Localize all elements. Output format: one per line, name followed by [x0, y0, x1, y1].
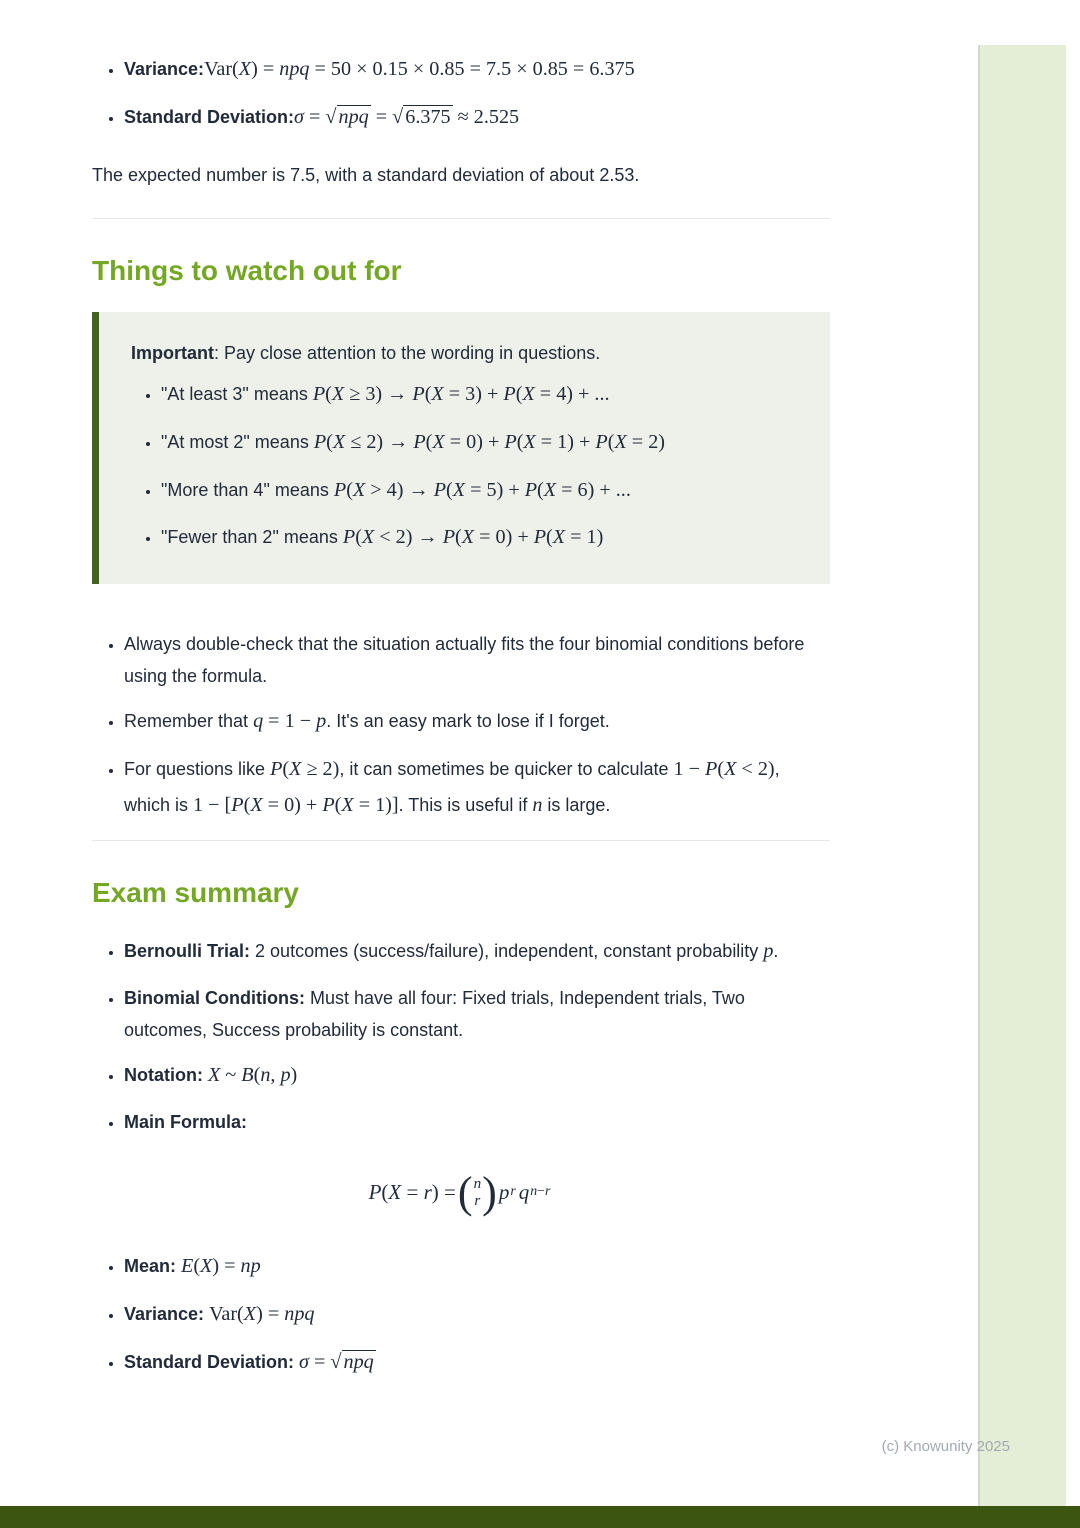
exam-section-heading: Exam summary [92, 877, 300, 909]
math-segment: σ = √npq = √6.375 ≈ 2.525 [294, 105, 520, 128]
binomial-formula [368, 1167, 554, 1217]
section-divider [92, 218, 830, 219]
list-item [161, 425, 800, 461]
math-segment: Var(X) = npq = 50 × 0.15 × 0.85 = 7.5 × 0.85 = 6.375 [204, 58, 635, 80]
text-segment: Mean: [124, 1256, 182, 1277]
bottom-brand-bar [0, 1506, 1080, 1528]
list-item [161, 473, 800, 509]
text-segment: Binomial Conditions: [124, 987, 310, 1008]
text-segment: Bernoulli Trial: [124, 941, 256, 962]
list-item [124, 752, 830, 824]
list-item [124, 628, 830, 692]
math-segment: P(X ≥ 3) → P(X = 3) + P(X = 4) + ... [312, 382, 610, 405]
formula-q-exponent: n −r [530, 1182, 551, 1198]
text-segment: Notation: [124, 1064, 208, 1085]
variance-sd-list [92, 52, 830, 136]
list-item [124, 1297, 830, 1333]
exam-summary-list-top [92, 934, 830, 1138]
formula-p-base: p [498, 1180, 510, 1205]
list-item [124, 52, 830, 88]
callout-list [131, 377, 800, 557]
binomial-coefficient [457, 1167, 497, 1217]
watch-notes-list [92, 628, 830, 824]
list-item [161, 377, 800, 413]
list-item [124, 934, 830, 970]
list-item [124, 982, 830, 1046]
text-segment: Always double-check that the situation actually fits the four binomial conditions before using the formula. [124, 634, 805, 687]
text-segment: Variance: [124, 1304, 210, 1325]
text-segment: Important [131, 343, 214, 364]
text-segment: Main Formula: [124, 1111, 248, 1132]
math-segment: q = 1 − p [253, 710, 327, 733]
list-item [124, 1345, 830, 1381]
callout-lead [131, 338, 800, 369]
paren-open: ( [457, 1167, 473, 1217]
text-segment: . This is useful if [398, 795, 533, 816]
text-segment: "At least 3" means [161, 383, 313, 404]
exam-summary-list-bottom [92, 1249, 830, 1381]
text-segment: "More than 4" means [161, 479, 334, 500]
math-segment: n [532, 794, 543, 817]
math-segment: 1 − P(X < 2) [673, 758, 775, 781]
math-segment: P(X < 2) → P(X = 0) + P(X = 1) [342, 526, 604, 549]
text-segment: : Pay close attention to the wording in questions. [214, 343, 601, 364]
math-segment: Var(X) = npq [209, 1303, 315, 1326]
binom-r: r [474, 1192, 481, 1209]
intro-paragraph: The expected number is 7.5, with a standard deviation of about 2.53. [92, 164, 640, 185]
important-callout [92, 312, 830, 584]
binom-stack [474, 1176, 482, 1209]
text-segment: For questions like [124, 759, 271, 780]
list-item [124, 1106, 830, 1138]
math-segment: P(X ≥ 2) [270, 758, 340, 781]
text-segment: Remember that [124, 711, 254, 732]
math-segment: P(X ≤ 2) → P(X = 0) + P(X = 1) + P(X = 2) [313, 430, 666, 453]
list-item [124, 1249, 830, 1285]
list-item [161, 520, 800, 556]
watch-notes [92, 628, 830, 824]
list-item [124, 1058, 830, 1094]
text-segment: , it can sometimes be quicker to calculate [339, 759, 674, 780]
text-segment: Standard Deviation: [124, 106, 295, 127]
formula-q-base: q [518, 1180, 530, 1205]
text-segment: . It's an easy mark to lose if I forget. [326, 711, 610, 732]
math-segment: 1 − [P(X = 0) + P(X = 1)] [193, 794, 399, 817]
text-segment: "Fewer than 2" means [161, 527, 343, 548]
list-item [124, 100, 830, 136]
watch-section-heading: Things to watch out for [92, 255, 402, 287]
text-segment: Must have all four: Fixed trials, Independent trials, Two outcomes, Success probability is constant. [124, 987, 745, 1040]
math-segment: σ = √npq [299, 1351, 374, 1374]
main-formula [92, 1167, 830, 1217]
text-segment: , which is [124, 759, 780, 816]
formula-lhs: P(X = r) = [368, 1180, 456, 1205]
formula-p-exponent: r [510, 1182, 516, 1198]
text-segment: Variance: [124, 59, 205, 79]
section-divider [92, 840, 830, 841]
math-segment: E(X) = np [181, 1255, 261, 1278]
math-segment: p [763, 940, 774, 963]
math-segment: P(X > 4) → P(X = 5) + P(X = 6) + ... [333, 478, 631, 501]
text-segment: Standard Deviation: [124, 1352, 300, 1373]
footer-credit: (c) Knowunity 2025 [881, 1438, 1010, 1455]
paren-close: ) [482, 1167, 497, 1217]
text-segment: "At most 2" means [161, 431, 314, 452]
binom-n: n [473, 1176, 482, 1193]
text-segment: . [773, 941, 779, 962]
math-segment: X ~ B(n, p) [207, 1063, 298, 1086]
text-segment: is large. [542, 795, 611, 816]
list-item [124, 704, 830, 740]
text-segment: 2 outcomes (success/failure), independent, constant probability [255, 941, 764, 962]
